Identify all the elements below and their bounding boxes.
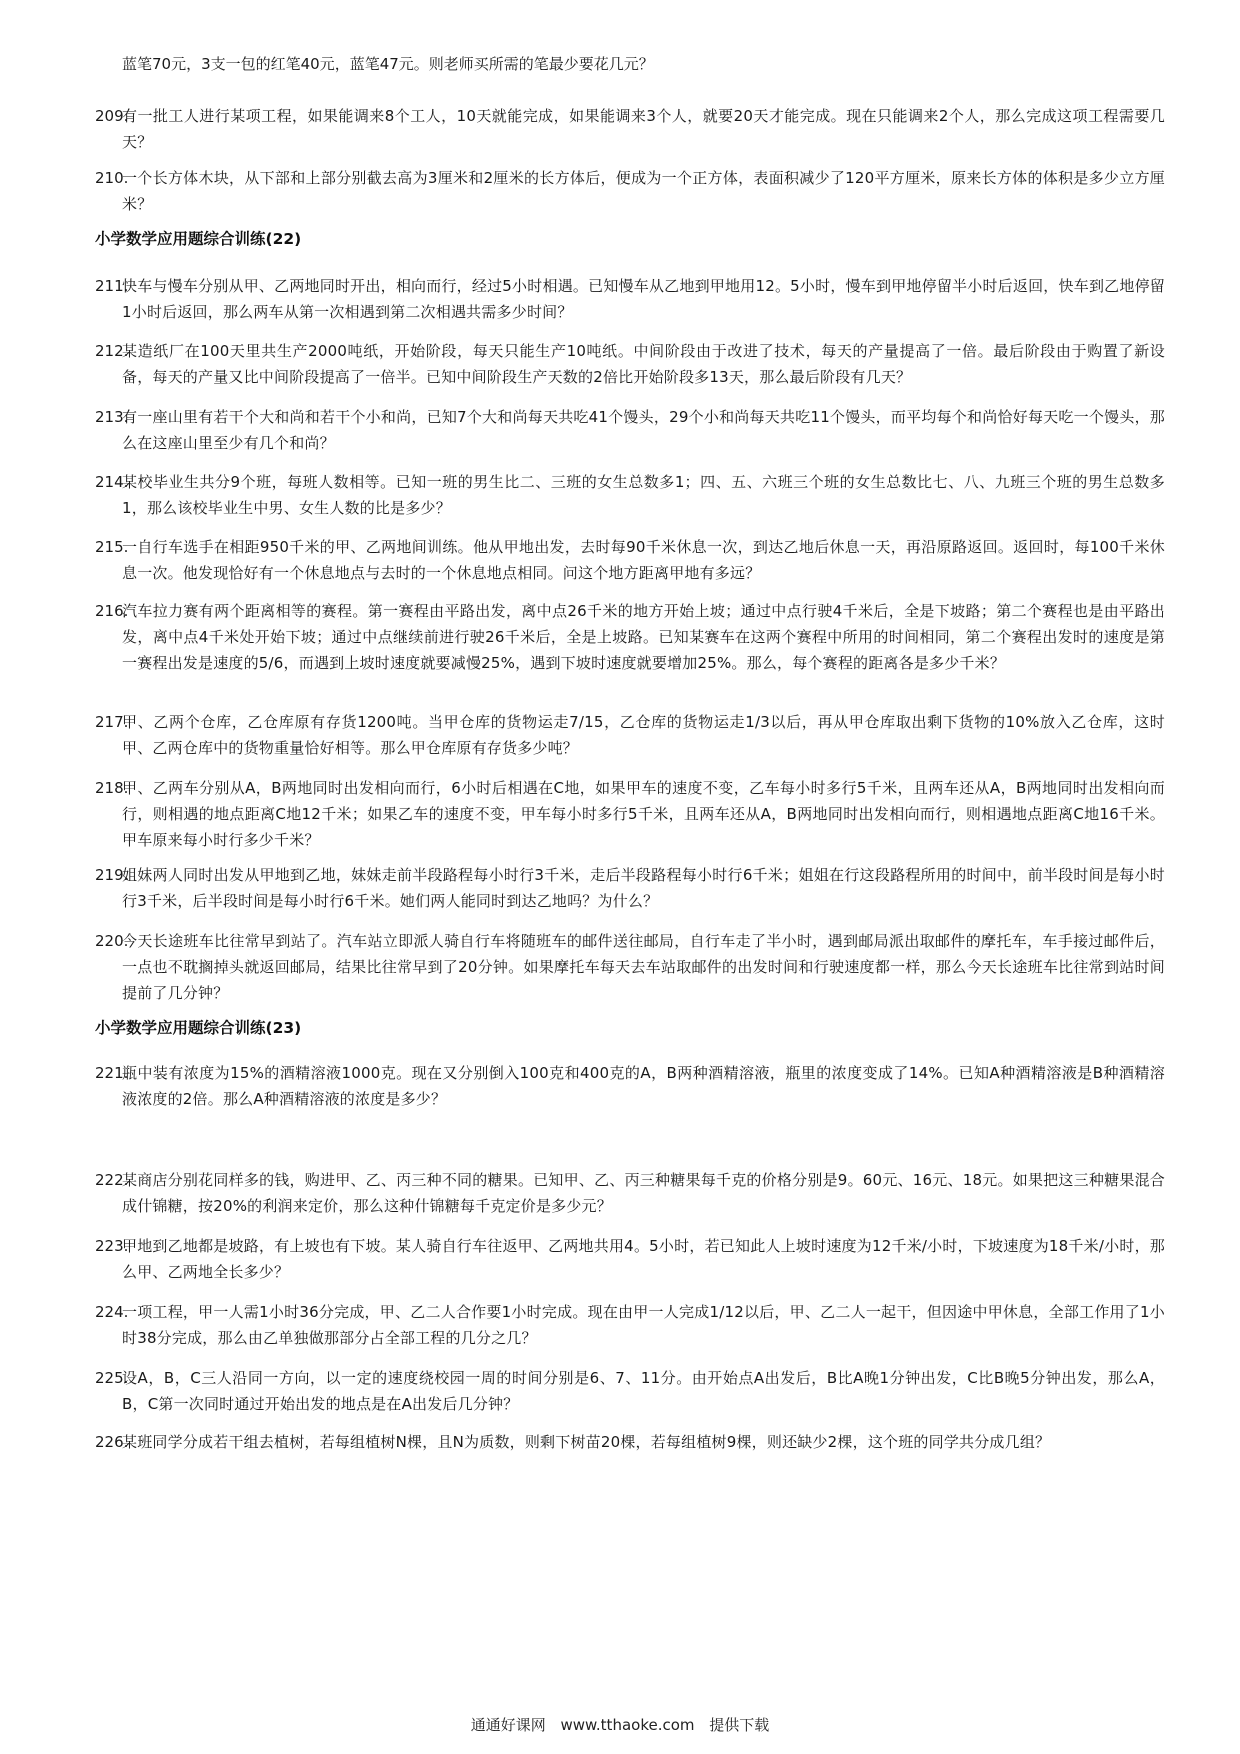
question-text: 姐妹两人同时出发从甲地到乙地，妹妹走前半段路程每小时行3千米，走后半段路程每小时行6千米；姐姐在行这段路程所用的时间中，前半段时间是每小时行3千米，后半段时间是每小时行6千米。她们两人能同时到达乙地吗？为什么？ [122, 866, 1165, 910]
question-225 [95, 1365, 1165, 1417]
question-223 [95, 1233, 1165, 1285]
question-211 [95, 273, 1165, 325]
question-209 [95, 103, 1165, 155]
question-text: 设A，B，C三人沿同一方向，以一定的速度绕校园一周的时间分别是6、7、11分。由开始点A出发后，B比A晚1分钟出发，C比B晚5分钟出发，那么A，B，C第一次同时通过开始出发的地点是在A出发后几分钟？ [122, 1369, 1165, 1413]
question-text: 某班同学分成若干组去植树，若每组植树N棵，且N为质数，则剩下树苗20棵，若每组植树9棵，则还缺少2棵，这个班的同学共分成几组？ [122, 1433, 1051, 1451]
section-heading-23: 小学数学应用题综合训练(23) [95, 1019, 302, 1037]
question-text: 甲地到乙地都是坡路，有上坡也有下坡。某人骑自行车往返甲、乙两地共用4。5小时，若已知此人上坡时速度为12千米/小时，下坡速度为18千米/小时，那么甲、乙两地全长多少？ [122, 1237, 1165, 1281]
question-text: 甲、乙两个仓库，乙仓库原有存货1200吨。当甲仓库的货物运走7/15，乙仓库的货物运走1/3以后，再从甲仓库取出剩下货物的10%放入乙仓库，这时甲、乙两仓库中的货物重量恰好相等。那么甲仓库原有存货多少吨？ [122, 713, 1165, 757]
page-footer [0, 1714, 1240, 1735]
question-224 [95, 1299, 1165, 1351]
question-text: 一个长方体木块，从下部和上部分别截去高为3厘米和2厘米的长方体后，便成为一个正方体，表面积减少了120平方厘米，原来长方体的体积是多少立方厘米？ [122, 169, 1165, 213]
question-text: 一项工程，甲一人需1小时36分完成，甲、乙二人合作要1小时完成。现在由甲一人完成1/12以后，甲、乙二人一起干，但因途中甲休息，全部工作用了1小时38分完成，那么由乙单独做那部分占全部工程的几分之几？ [122, 1303, 1165, 1347]
question-text: 今天长途班车比往常早到站了。汽车站立即派人骑自行车将随班车的邮件送往邮局，自行车走了半小时，遇到邮局派出取邮件的摩托车，车手接过邮件后，一点也不耽搁掉头就返回邮局，结果比往常早到了20分钟。如果摩托车每天去车站取邮件的出发时间和行驶速度都一样，那么今天长途班车比往常到站时间提前了几分钟？ [122, 932, 1165, 1002]
question-number: 217. [95, 713, 129, 731]
question-number: 214. [95, 473, 129, 491]
question-221 [95, 1060, 1165, 1112]
question-218 [95, 775, 1165, 853]
question-number: 222. [95, 1171, 129, 1189]
footer-note: 提供下载 [709, 1716, 770, 1734]
question-text: 某商店分别花同样多的钱，购进甲、乙、丙三种不同的糖果。已知甲、乙、丙三种糖果每千克的价格分别是9。60元、16元、18元。如果把这三种糖果混合成什锦糖，按20%的利润来定价，那么这种什锦糖每千克定价是多少元？ [122, 1171, 1165, 1215]
question-number: 215. [95, 538, 129, 556]
question-text: 有一批工人进行某项工程，如果能调来8个工人，10天就能完成，如果能调来3个人，就要20天才能完成。现在只能调来2个人，那么完成这项工程需要几天？ [122, 107, 1165, 151]
question-number: 224. [95, 1303, 129, 1321]
question-text: 某校毕业生共分9个班，每班人数相等。已知一班的男生比二、三班的女生总数多1；四、五、六班三个班的女生总数比七、八、九班三个班的男生总数多1，那么该校毕业生中男、女生人数的比是多少？ [122, 473, 1165, 517]
question-number: 211. [95, 277, 129, 295]
question-219 [95, 862, 1165, 914]
question-222 [95, 1167, 1165, 1219]
question-text: 某造纸厂在100天里共生产2000吨纸，开始阶段，每天只能生产10吨纸。中间阶段由于改进了技术，每天的产量提高了一倍。最后阶段由于购置了新设备，每天的产量又比中间阶段提高了一倍半。已知中间阶段生产天数的2倍比开始阶段多13天，那么最后阶段有几天？ [122, 342, 1165, 386]
question-number: 209. [95, 107, 129, 125]
question-215 [95, 534, 1165, 586]
question-210 [95, 165, 1165, 217]
question-213 [95, 404, 1165, 456]
question-number: 221. [95, 1064, 129, 1082]
question-number: 218. [95, 779, 129, 797]
question-text: 快车与慢车分别从甲、乙两地同时开出，相向而行，经过5小时相遇。已知慢车从乙地到甲地用12。5小时，慢车到甲地停留半小时后返回，快车到乙地停留1小时后返回，那么两车从第一次相遇到第二次相遇共需多少时间？ [122, 277, 1165, 321]
question-number: 212. [95, 342, 129, 360]
question-text: 有一座山里有若干个大和尚和若干个小和尚，已知7个大和尚每天共吃41个馒头，29个小和尚每天共吃11个馒头，而平均每个和尚恰好每天吃一个馒头，那么在这座山里至少有几个和尚？ [122, 408, 1165, 452]
question-text: 瓶中装有浓度为15%的酒精溶液1000克。现在又分别倒入100克和400克的A，B两种酒精溶液，瓶里的浓度变成了14%。已知A种酒精溶液是B种酒精溶液浓度的2倍。那么A种酒精溶液的浓度是多少？ [122, 1064, 1165, 1108]
question-number: 226. [95, 1433, 129, 1451]
question-number: 210. [95, 169, 129, 187]
question-text: 汽车拉力赛有两个距离相等的赛程。第一赛程由平路出发，离中点26千米的地方开始上坡；通过中点行驶4千米后，全是下坡路；第二个赛程也是由平路出发，离中点4千米处开始下坡；通过中点继续前进行驶26千米后，全是上坡路。已知某赛车在这两个赛程中所用的时间相同，第二个赛程出发时的速度是第一赛程出发是速度的5/6，而遇到上坡时速度就要减慢25%，遇到下坡时速度就要增加25%。那么，每个赛程的距离各是多少千米？ [122, 602, 1165, 672]
question-216 [95, 598, 1165, 676]
question-number: 225. [95, 1369, 129, 1387]
footer-site-name: 通通好课网 [470, 1716, 546, 1734]
continuation-text: 蓝笔70元，3支一包的红笔40元，蓝笔47元。则老师买所需的笔最少要花几元？ [122, 55, 654, 73]
question-220 [95, 928, 1165, 1006]
question-number: 223. [95, 1237, 129, 1255]
question-number: 213. [95, 408, 129, 426]
question-number: 220. [95, 932, 129, 950]
question-number: 216. [95, 602, 129, 620]
section-heading-22: 小学数学应用题综合训练(22) [95, 230, 302, 248]
question-text: 甲、乙两车分别从A，B两地同时出发相向而行，6小时后相遇在C地，如果甲车的速度不变，乙车每小时多行5千米，且两车还从A，B两地同时出发相向而行，则相遇的地点距离C地12千米；如果乙车的速度不变，甲车每小时多行5千米，且两车还从A，B两地同时出发相向而行，则相遇地点距离C地16千米。甲车原来每小时行多少千米？ [122, 779, 1165, 849]
question-212 [95, 338, 1165, 390]
question-226 [95, 1429, 1165, 1455]
question-214 [95, 469, 1165, 521]
footer-url-link[interactable]: www.tthaoke.com [560, 1716, 695, 1734]
question-number: 219. [95, 866, 129, 884]
question-217 [95, 709, 1165, 761]
question-text: 一自行车选手在相距950千米的甲、乙两地间训练。他从甲地出发，去时每90千米休息一次，到达乙地后休息一天，再沿原路返回。返回时，每100千米休息一次。他发现恰好有一个休息地点与去时的一个休息地点相同。问这个地方距离甲地有多远？ [122, 538, 1165, 582]
